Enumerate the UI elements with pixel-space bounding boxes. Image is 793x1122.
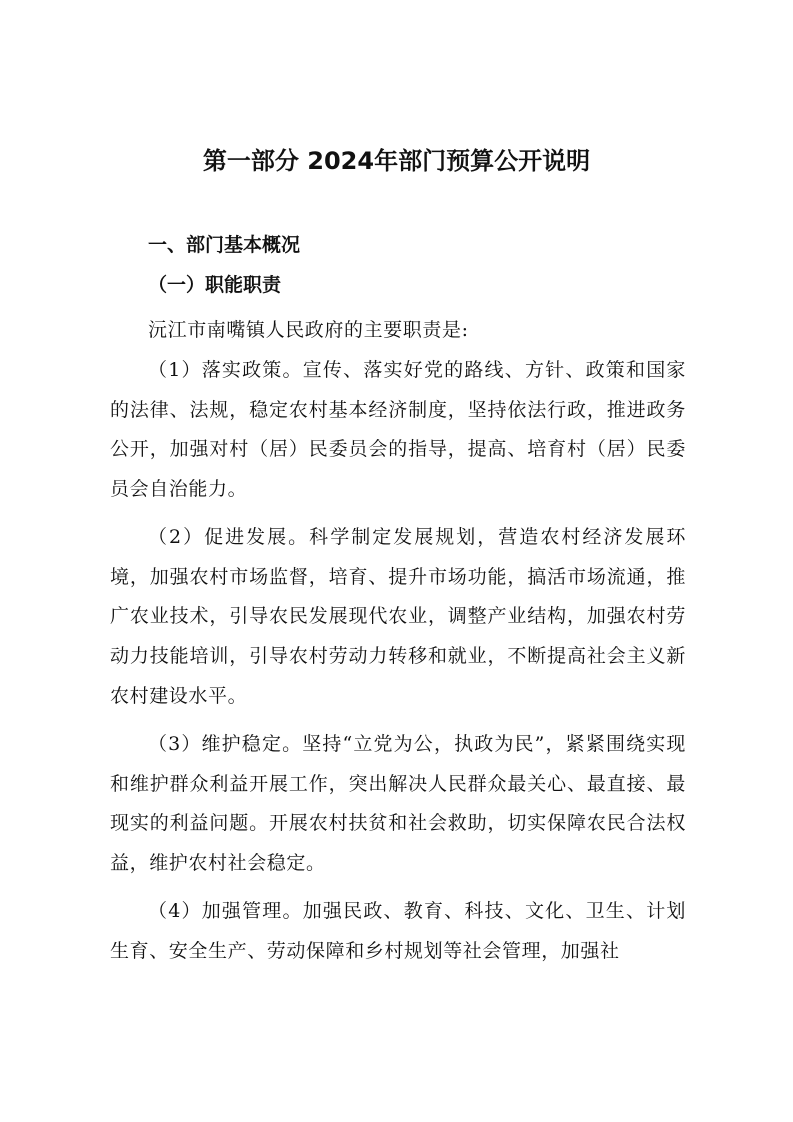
subsection-heading: （一）职能职责 bbox=[148, 274, 282, 296]
section-heading: 一、部门基本概况 bbox=[148, 234, 301, 256]
intro-paragraph: 沅江市南嘴镇人民政府的主要职责是: bbox=[148, 319, 469, 341]
duty-paragraph-2: （2）促进发展。科学制定发展规划，营造农村经济发展环境，加强农村市场监督，培育、提升市场功能，搞活市场流通，推广农业技术，引导农民发展现代农业，调整产业结构，加强农村劳动力技能培训，引导农村劳动力转移和就业，不断提高社会主义新农村建设水平。 bbox=[110, 526, 686, 707]
duty-paragraph-3: （3）维护稳定。坚持“立党为公，执政为民”，紧紧围绕实现和维护群众利益开展工作，突出解决人民群众最关心、最直接、最现实的利益问题。开展农村扶贫和社会救助，切实保障农民合法权益，维护农村社会稳定。 bbox=[110, 733, 686, 875]
duty-paragraph-4: （4）加强管理。加强民政、教育、科技、文化、卫生、计划生育、安全生产、劳动保障和乡村规划等社会管理，加强社 bbox=[110, 900, 686, 962]
page-title: 第一部分 2024年部门预算公开说明 bbox=[202, 147, 591, 175]
duty-paragraph-1: （1）落实政策。宣传、落实好党的路线、方针、政策和国家的法律、法规，稳定农村基本经济制度，坚持依法行政，推进政务公开，加强对村（居）民委员会的指导，提高、培育村（居）民委员会自治能力。 bbox=[110, 359, 686, 501]
